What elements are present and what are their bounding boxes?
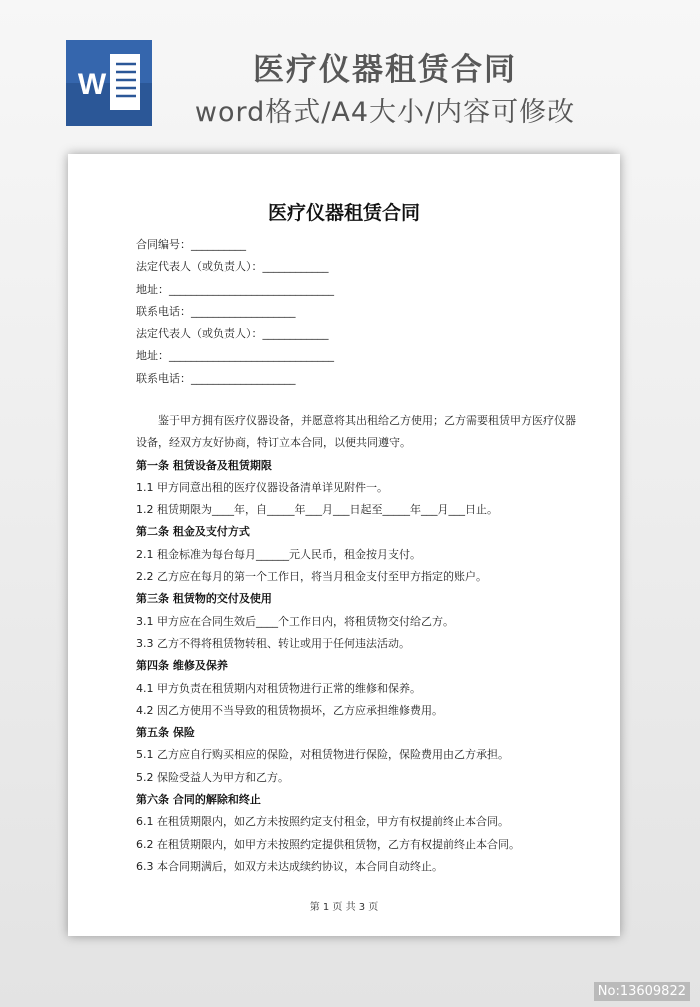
clause-heading: 第四条 维修及保养 [136, 659, 228, 673]
header-subtitle: word格式/A4大小/内容可修改 [194, 97, 576, 128]
clause-item: 6.1 在租赁期限内，如乙方未按照约定支付租金，甲方有权提前终止本合同。 [136, 815, 509, 829]
header-title: 医疗仪器租赁合同 [253, 52, 517, 88]
party-field-list [136, 234, 576, 390]
phone-field: 联系电话：___________________ [136, 371, 296, 385]
clause-item: 4.1 甲方负责在租赁期内对租赁物进行正常的维修和保养。 [136, 681, 421, 695]
clause-heading: 第六条 合同的解除和终止 [136, 793, 261, 807]
image-id-label: No:13609822 [594, 982, 690, 1001]
clause-item: 2.1 租金标准为每台每月______元人民币，租金按月支付。 [136, 547, 421, 561]
word-icon [66, 40, 152, 126]
clause-heading: 第五条 保险 [136, 726, 195, 740]
document-page [68, 154, 620, 936]
legal-representative-field: 法定代表人（或负责人）：____________ [136, 260, 329, 274]
clause-item: 6.3 本合同期满后，如双方未达成续约协议，本合同自动终止。 [136, 859, 443, 873]
clause-item: 5.1 乙方应自行购买相应的保险，对租赁物进行保险，保险费用由乙方承担。 [136, 748, 509, 762]
clause-item: 3.3 乙方不得将租赁物转租、转让或用于任何违法活动。 [136, 636, 410, 650]
clause-list [136, 455, 576, 879]
clause-item: 5.2 保险受益人为甲方和乙方。 [136, 770, 289, 784]
clause-item: 3.1 甲方应在合同生效后____个工作日内，将租赁物交付给乙方。 [136, 614, 454, 628]
clause-item: 1.2 租赁期限为____年，自_____年___月___日起至_____年___月___日止。 [136, 503, 498, 517]
clause-item: 4.2 因乙方使用不当导致的租赁物损坏，乙方应承担维修费用。 [136, 703, 443, 717]
clause-item: 2.2 乙方应在每月的第一个工作日，将当月租金支付至甲方指定的账户。 [136, 570, 487, 584]
page-number: 第 1 页 共 3 页 [309, 902, 379, 913]
address-field: 地址：______________________________ [136, 349, 334, 363]
phone-field: 联系电话：___________________ [136, 304, 296, 318]
clause-item: 6.2 在租赁期限内，如甲方未按照约定提供租赁物，乙方有权提前终止本合同。 [136, 837, 520, 851]
legal-representative-field: 法定代表人（或负责人）：____________ [136, 327, 329, 341]
word-icon-letter: W [77, 68, 107, 101]
intro-paragraph: 鉴于甲方拥有医疗仪器设备，并愿意将其出租给乙方使用；乙方需要租赁甲方医疗仪器设备，经双方友好协商，特订立本合同，以便共同遵守。 [136, 414, 576, 450]
clause-heading: 第二条 租金及支付方式 [136, 525, 250, 539]
document-title: 医疗仪器租赁合同 [267, 202, 420, 224]
address-field: 地址：______________________________ [136, 282, 334, 296]
clause-item: 1.1 甲方同意出租的医疗仪器设备清单详见附件一。 [136, 480, 388, 494]
clause-heading: 第三条 租赁物的交付及使用 [136, 592, 272, 606]
contract-number-field: 合同编号：__________ [136, 238, 246, 251]
clause-heading: 第一条 租赁设备及租赁期限 [136, 458, 272, 472]
contract-body [136, 410, 576, 878]
preview-header [0, 0, 700, 150]
